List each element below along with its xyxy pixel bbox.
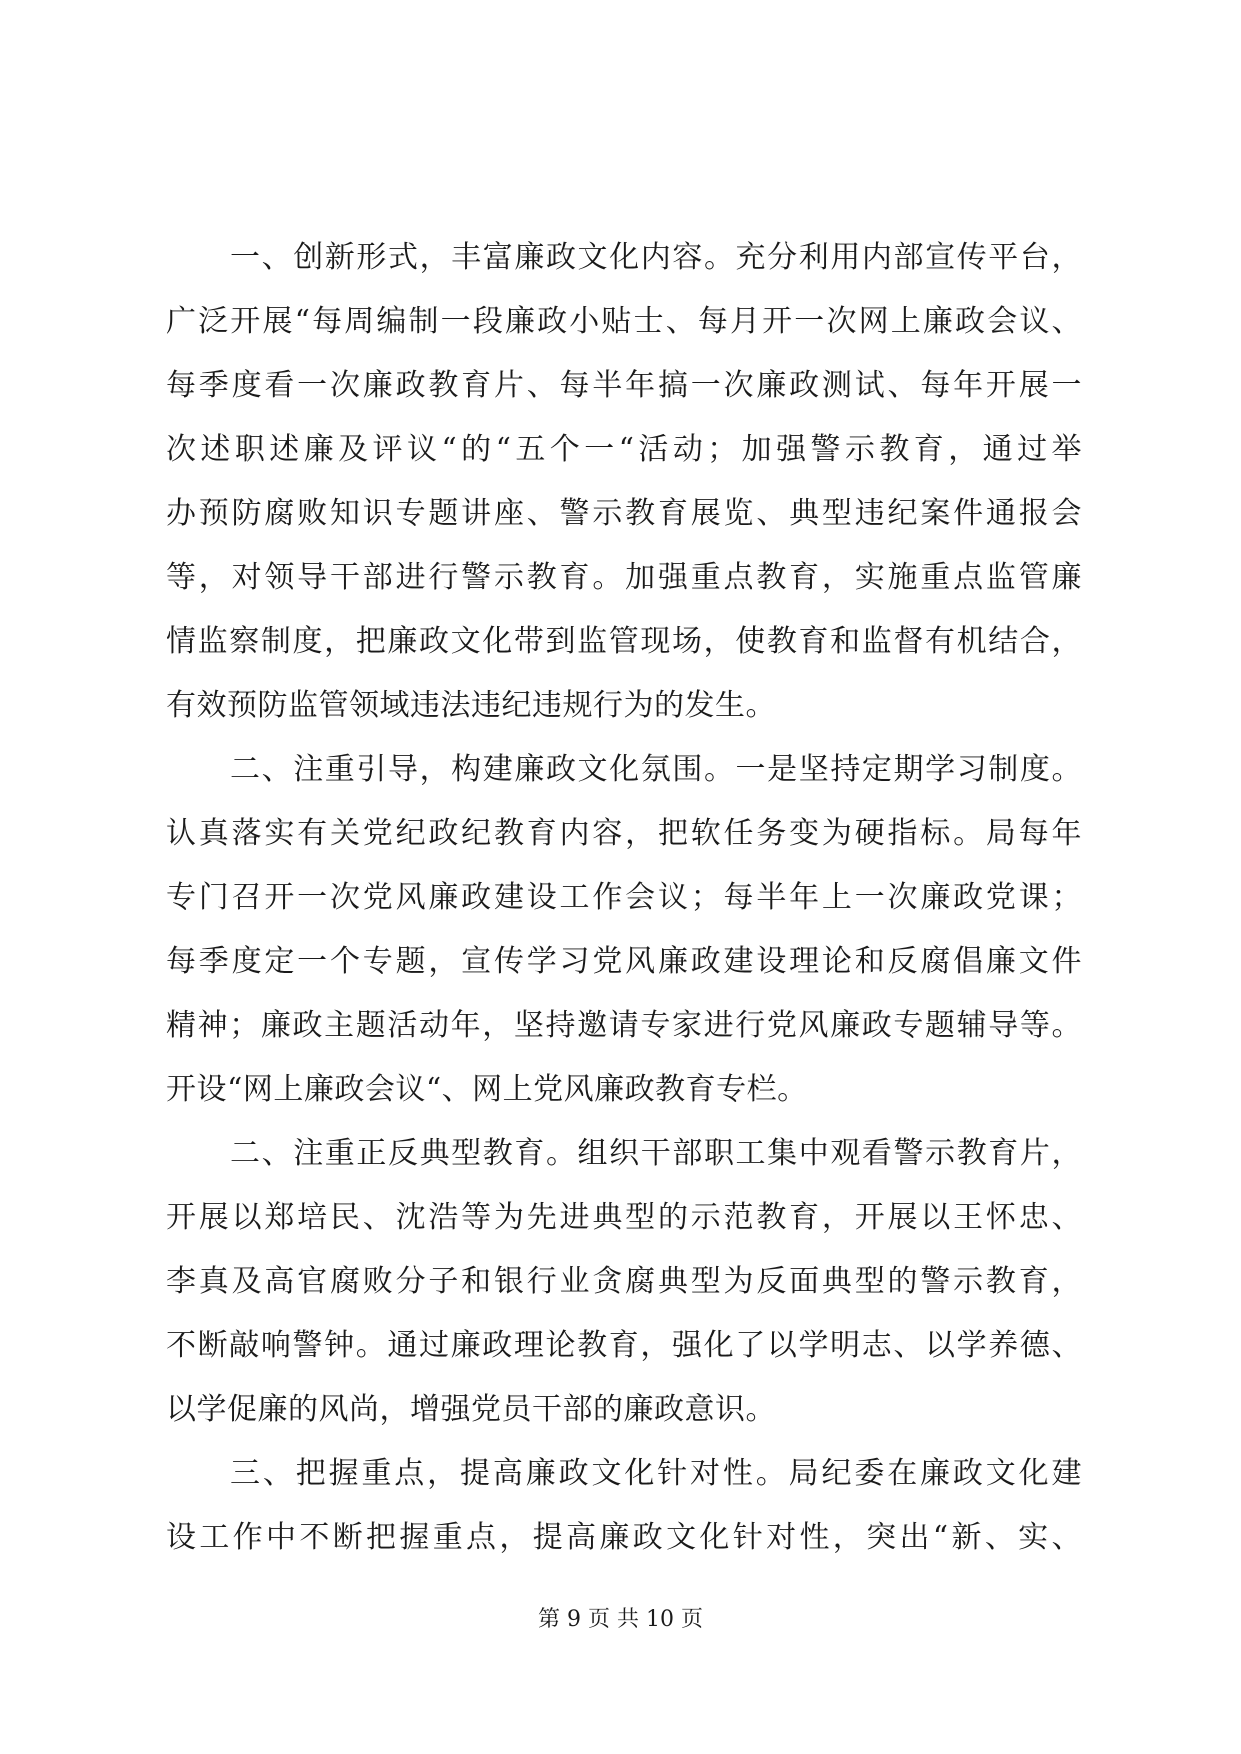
paragraph-3-line-3: 李真及高官腐败分子和银行业贪腐典型为反面典型的警示教育， — [166, 1264, 1082, 1299]
paragraph-1-line-3: 每季度看一次廉政教育片、每半年搞一次廉政测试、每年开展一 — [166, 368, 1082, 403]
paragraph-2-line-3: 专门召开一次党风廉政建设工作会议；每半年上一次廉政党课； — [166, 880, 1082, 915]
paragraph-1-line-2: 广泛开展“每周编制一段廉政小贴士、每月开一次网上廉政会议、 — [166, 304, 1082, 339]
paragraph-1-line-5: 办预防腐败知识专题讲座、警示教育展览、典型违纪案件通报会 — [166, 496, 1082, 531]
paragraph-4-line-2: 设工作中不断把握重点，提高廉政文化针对性，突出“新、实、 — [166, 1520, 1082, 1555]
paragraph-2-line-4: 每季度定一个专题，宣传学习党风廉政建设理论和反腐倡廉文件 — [166, 944, 1082, 979]
paragraph-1-line-8: 有效预防监管领域违法违纪违规行为的发生。 — [166, 688, 776, 723]
document-body — [166, 226, 1082, 1570]
paragraph-3-line-5: 以学促廉的风尚，增强党员干部的廉政意识。 — [166, 1392, 776, 1427]
paragraph-1-line-4: 次述职述廉及评议“的“五个一“活动；加强警示教育，通过举 — [166, 432, 1082, 467]
paragraph-1-line-6: 等，对领导干部进行警示教育。加强重点教育，实施重点监管廉 — [166, 560, 1082, 595]
paragraph-3-line-2: 开展以郑培民、沈浩等为先进典型的示范教育，开展以王怀忠、 — [166, 1200, 1082, 1235]
paragraph-3-line-4: 不断敲响警钟。通过廉政理论教育，强化了以学明志、以学养德、 — [166, 1328, 1082, 1363]
paragraph-4-line-1: 三、把握重点，提高廉政文化针对性。局纪委在廉政文化建 — [230, 1456, 1082, 1491]
paragraph-1-line-7: 情监察制度，把廉政文化带到监管现场，使教育和监督有机结合， — [166, 624, 1082, 659]
paragraph-3-line-1: 二、注重正反典型教育。组织干部职工集中观看警示教育片， — [230, 1136, 1082, 1171]
paragraph-2-line-6: 开设“网上廉政会议“、网上党风廉政教育专栏。 — [166, 1072, 808, 1107]
paragraph-1-line-1: 一、创新形式，丰富廉政文化内容。充分利用内部宣传平台， — [230, 240, 1082, 275]
paragraph-2-line-1: 二、注重引导，构建廉政文化氛围。一是坚持定期学习制度。 — [230, 752, 1082, 787]
paragraph-2-line-5: 精神；廉政主题活动年，坚持邀请专家进行党风廉政专题辅导等。 — [166, 1008, 1082, 1043]
paragraph-2-line-2: 认真落实有关党纪政纪教育内容，把软任务变为硬指标。局每年 — [166, 816, 1082, 851]
page-footer: 第 9 页 共 10 页 — [538, 1607, 703, 1632]
